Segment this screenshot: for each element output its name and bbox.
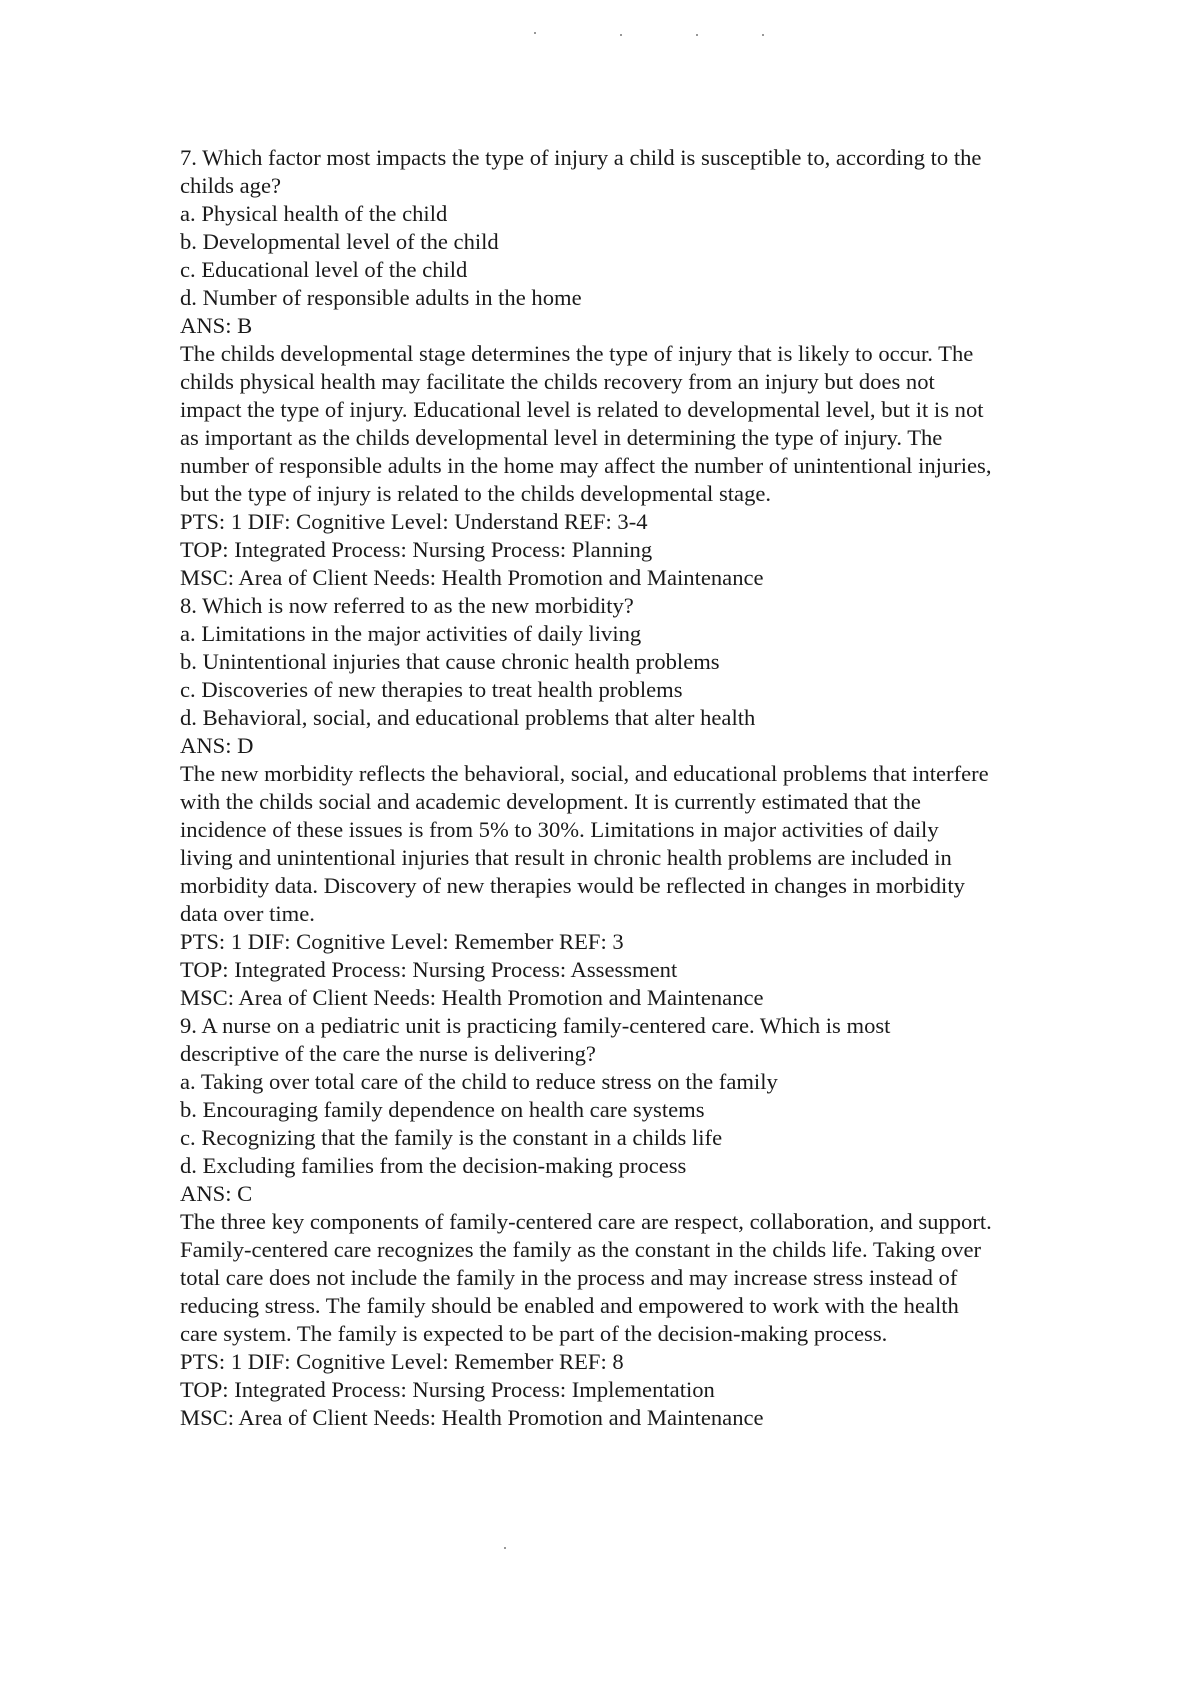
answer-option: b. Developmental level of the child	[180, 229, 499, 254]
scan-speck	[696, 34, 698, 36]
meta-line: MSC: Area of Client Needs: Health Promotion and Maintenance	[180, 985, 764, 1010]
answer-option: b. Unintentional injuries that cause chronic health problems	[180, 649, 720, 674]
rationale-line: The new morbidity reflects the behavioral, social, and educational problems that interfere	[180, 761, 989, 786]
rationale-line: as important as the childs developmental level in determining the type of injury. The	[180, 425, 943, 450]
rationale-line: The three key components of family-centered care are respect, collaboration, and support.	[180, 1209, 992, 1234]
rationale-line: impact the type of injury. Educational level is related to developmental level, but it is not	[180, 397, 984, 422]
answer-option: d. Excluding families from the decision-making process	[180, 1153, 687, 1178]
question-stem-line: 7. Which factor most impacts the type of injury a child is susceptible to, according to the	[180, 145, 982, 170]
answer-option: c. Recognizing that the family is the constant in a childs life	[180, 1125, 723, 1150]
rationale-line: childs physical health may facilitate the childs recovery from an injury but does not	[180, 369, 935, 394]
rationale-line: living and unintentional injuries that result in chronic health problems are included in	[180, 845, 952, 870]
meta-line: TOP: Integrated Process: Nursing Process: Planning	[180, 537, 653, 562]
answer-option: c. Educational level of the child	[180, 257, 468, 282]
question-8	[180, 592, 1060, 1012]
question-stem-line: 9. A nurse on a pediatric unit is practicing family-centered care. Which is most	[180, 1013, 891, 1038]
meta-line: MSC: Area of Client Needs: Health Promotion and Maintenance	[180, 565, 764, 590]
question-9	[180, 1012, 1060, 1432]
scan-speck	[620, 34, 622, 36]
answer-key: ANS: D	[180, 733, 254, 758]
answer-key: ANS: C	[180, 1181, 253, 1206]
meta-line: TOP: Integrated Process: Nursing Process: Assessment	[180, 957, 678, 982]
meta-line: PTS: 1 DIF: Cognitive Level: Remember REF: 8	[180, 1349, 624, 1374]
rationale-line: incidence of these issues is from 5% to 30%. Limitations in major activities of daily	[180, 817, 939, 842]
meta-line: TOP: Integrated Process: Nursing Process: Implementation	[180, 1377, 715, 1402]
answer-option: d. Number of responsible adults in the home	[180, 285, 582, 310]
scan-speck	[534, 32, 536, 34]
answer-option: a. Limitations in the major activities of daily living	[180, 621, 642, 646]
answer-key: ANS: B	[180, 313, 253, 338]
answer-option: a. Physical health of the child	[180, 201, 448, 226]
meta-line: MSC: Area of Client Needs: Health Promotion and Maintenance	[180, 1405, 764, 1430]
rationale-line: The childs developmental stage determines the type of injury that is likely to occur. The	[180, 341, 974, 366]
rationale-line: total care does not include the family in the process and may increase stress instead of	[180, 1265, 958, 1290]
rationale-line: data over time.	[180, 901, 315, 926]
rationale-line: but the type of injury is related to the childs developmental stage.	[180, 481, 772, 506]
scan-speck	[504, 1547, 506, 1549]
rationale-line: Family-centered care recognizes the family as the constant in the childs life. Taking over	[180, 1237, 982, 1262]
rationale-line: with the childs social and academic development. It is currently estimated that the	[180, 789, 921, 814]
answer-option: c. Discoveries of new therapies to treat health problems	[180, 677, 683, 702]
question-list	[180, 144, 1060, 1432]
answer-option: b. Encouraging family dependence on health care systems	[180, 1097, 705, 1122]
scan-speck	[762, 34, 764, 36]
rationale-line: morbidity data. Discovery of new therapies would be reflected in changes in morbidity	[180, 873, 965, 898]
answer-option: d. Behavioral, social, and educational problems that alter health	[180, 705, 756, 730]
question-stem-line: 8. Which is now referred to as the new morbidity?	[180, 593, 634, 618]
question-stem-line: descriptive of the care the nurse is delivering?	[180, 1041, 596, 1066]
question-stem-line: childs age?	[180, 173, 281, 198]
meta-line: PTS: 1 DIF: Cognitive Level: Remember REF: 3	[180, 929, 624, 954]
rationale-line: number of responsible adults in the home may affect the number of unintentional injuries,	[180, 453, 992, 478]
question-7	[180, 144, 1060, 592]
rationale-line: reducing stress. The family should be enabled and empowered to work with the health	[180, 1293, 959, 1318]
rationale-line: care system. The family is expected to be part of the decision-making process.	[180, 1321, 888, 1346]
meta-line: PTS: 1 DIF: Cognitive Level: Understand REF: 3-4	[180, 509, 648, 534]
answer-option: a. Taking over total care of the child to reduce stress on the family	[180, 1069, 778, 1094]
